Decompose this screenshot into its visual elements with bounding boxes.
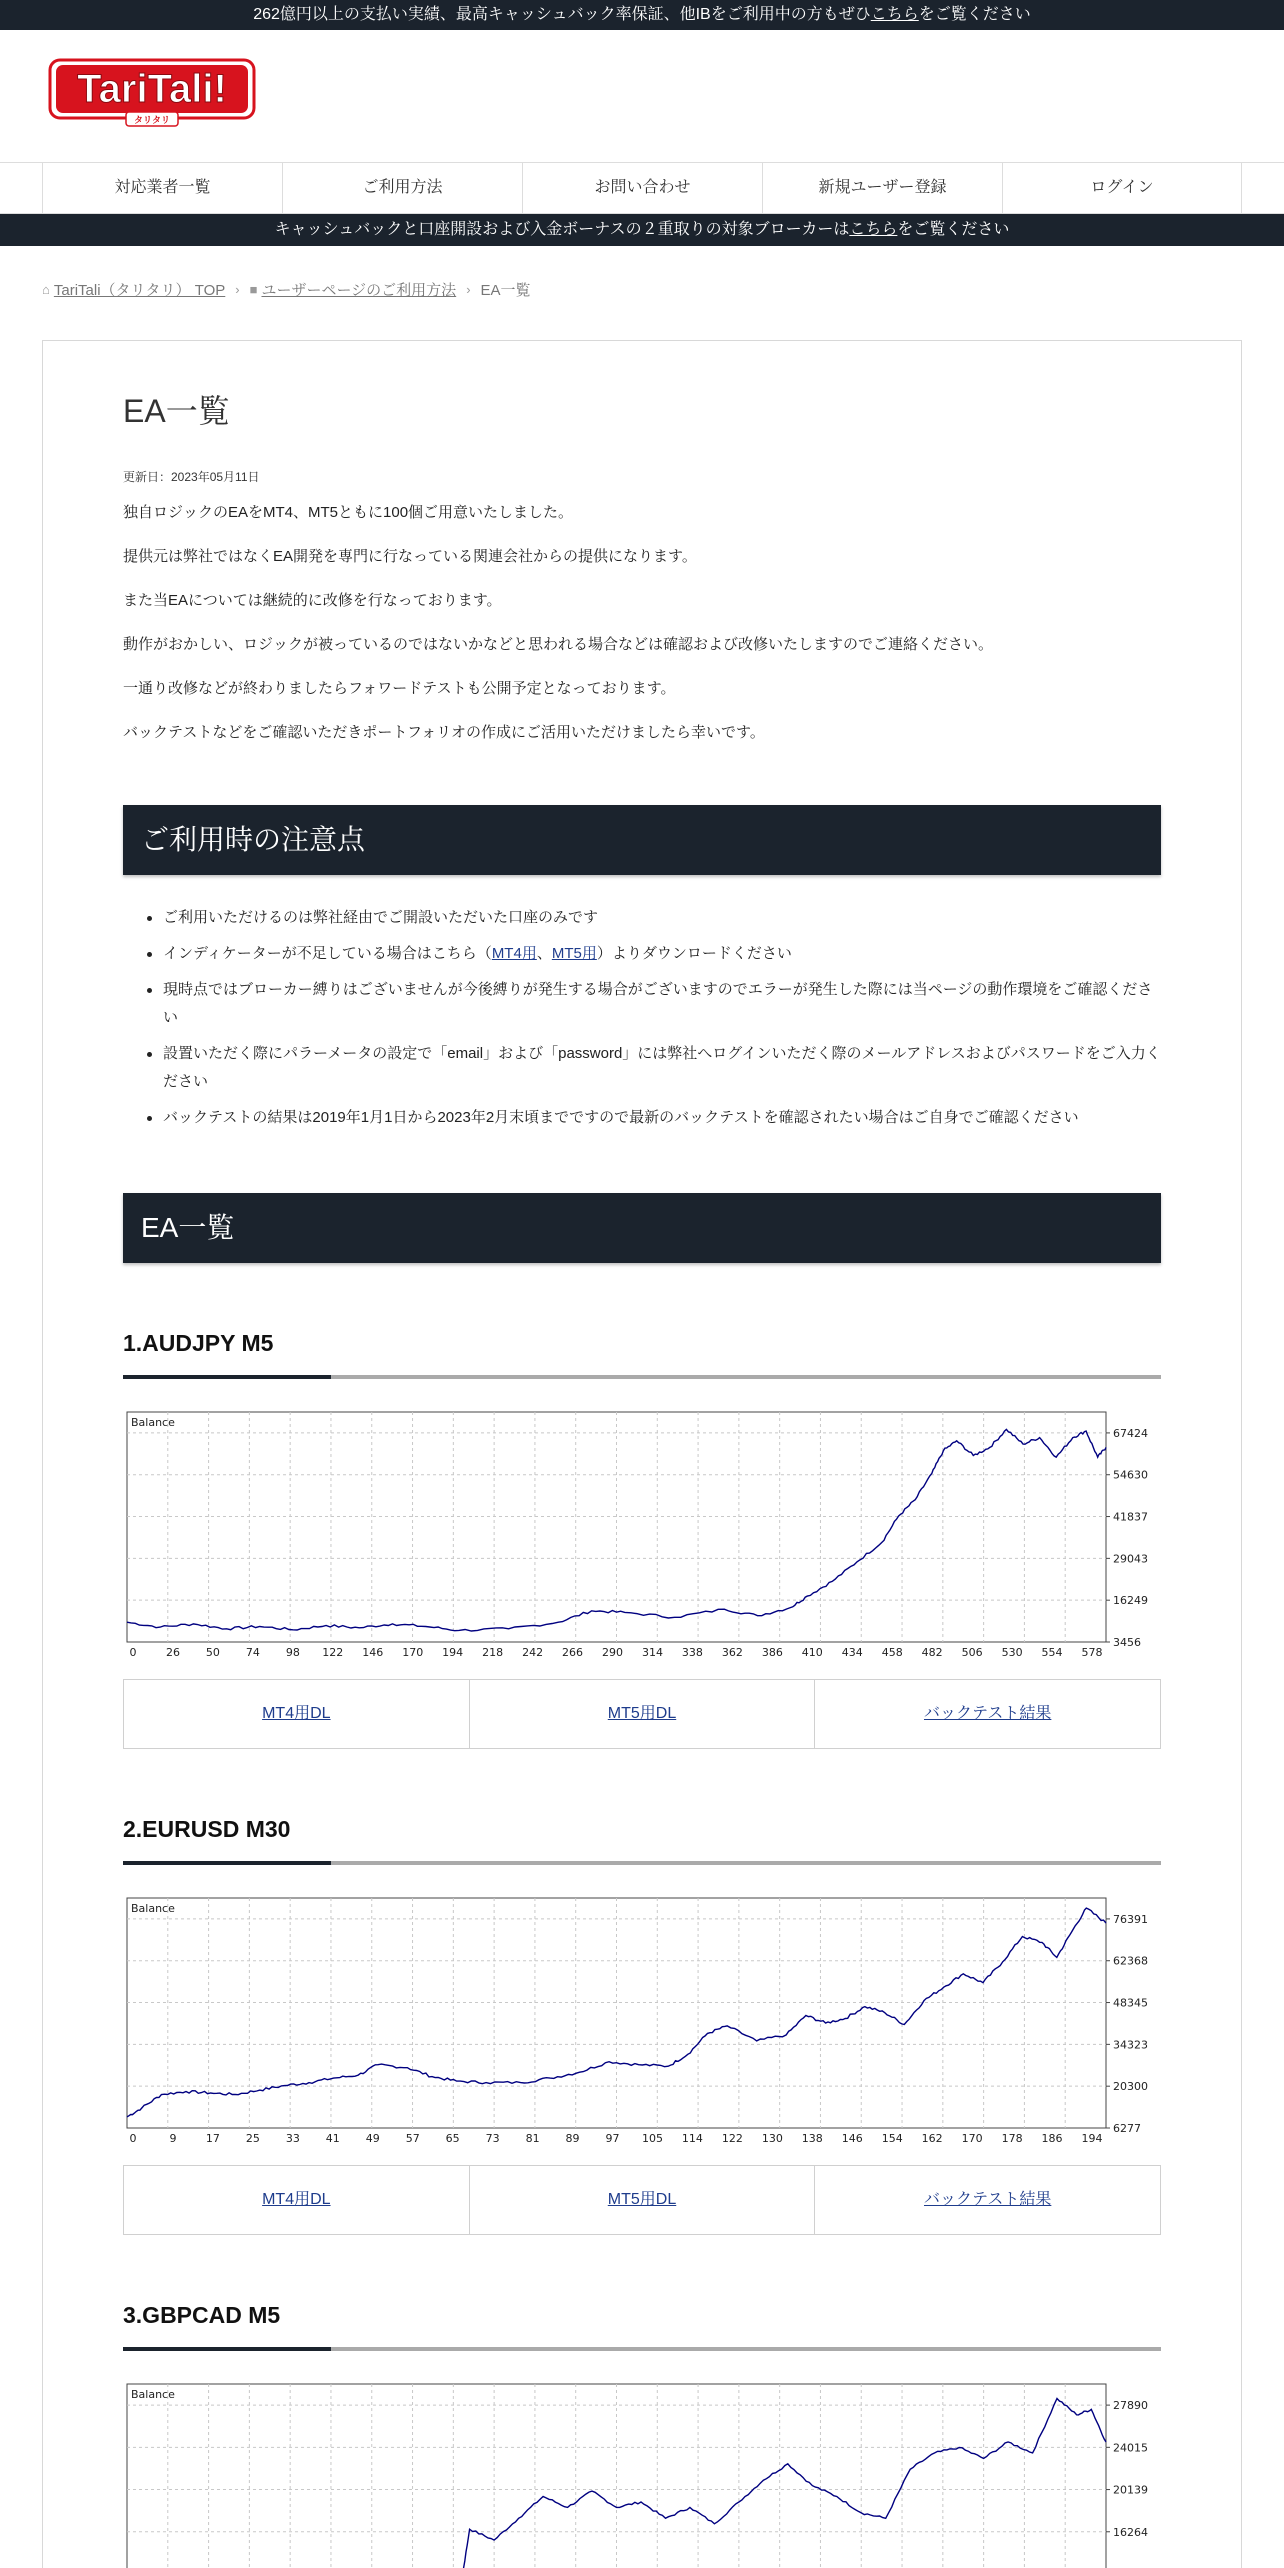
chart-x-tick-label: 578 — [1081, 1646, 1103, 1659]
chevron-right-icon: › — [235, 281, 240, 297]
ea-title-1: 1.AUDJPY M5 — [123, 1330, 274, 1356]
intro-paragraph: また当EAについては継続的に改修を行なっております。 — [123, 592, 502, 609]
chart-x-tick-label: 194 — [442, 1646, 464, 1659]
download-cell — [815, 1680, 1160, 1748]
chart-x-tick-label: 146 — [362, 1646, 384, 1659]
note-item — [163, 940, 1163, 968]
chart-x-tick-label: 194 — [1081, 2132, 1103, 2145]
download-cell — [470, 1680, 816, 1748]
mt4-download-link[interactable]: MT4用DL — [262, 1705, 331, 1722]
chart-x-tick-label: 410 — [801, 1646, 823, 1659]
chart-x-tick-label: 154 — [881, 2132, 903, 2145]
notes-heading: ご利用時の注意点 — [123, 805, 1161, 875]
balance-chart-3 — [123, 2382, 1163, 2568]
chart-x-tick-label: 434 — [841, 1646, 863, 1659]
chart-y-tick-label: 29043 — [1113, 1552, 1148, 1566]
chart-x-tick-label: 170 — [402, 1646, 424, 1659]
balance-chart-2 — [123, 1896, 1163, 2152]
chart-y-tick-label: 54630 — [1113, 1468, 1148, 1482]
chart-x-tick-label: 49 — [365, 2132, 380, 2145]
ea-title-3: 3.GBPCAD M5 — [123, 2302, 281, 2328]
ea-title-underline — [123, 1861, 1161, 1865]
chart-y-tick-label: 48345 — [1113, 1996, 1148, 2010]
chart-y-tick-label: 67424 — [1113, 1426, 1148, 1440]
site-logo[interactable] — [48, 58, 258, 128]
chart-x-tick-label: 25 — [245, 2132, 260, 2145]
top-announcement-bar — [0, 0, 1284, 30]
indicator-mt5-link[interactable]: MT5用 — [551, 945, 597, 962]
page-title: EA一覧 — [123, 393, 230, 429]
breadcrumb-top[interactable]: TariTali（タリタリ） TOP — [53, 281, 226, 299]
chart-x-tick-label: 178 — [1001, 2132, 1023, 2145]
intro-paragraph: 独自ロジックのEAをMT4、MT5ともに100個ご用意いたしました。 — [123, 504, 574, 521]
chart-y-tick-label: 20300 — [1113, 2080, 1148, 2094]
intro-paragraph: 提供元は弊社ではなくEA開発を専門に行なっている関連会社からの提供になります。 — [123, 548, 697, 565]
chart-legend-label: Balance — [131, 1416, 175, 1429]
nav-supported-brokers[interactable]: 対応業者一覧 — [42, 163, 282, 213]
note-item: バックテストの結果は2019年1月1日から2023年2月末頃までですので最新のバックテストを確認されたい場合はご自身でご確認ください — [163, 1104, 1163, 1132]
chart-x-tick-label: 362 — [721, 1646, 743, 1659]
chart-x-tick-label: 50 — [205, 1646, 220, 1659]
logo-subtext: タリタリ — [133, 116, 171, 126]
chart-x-tick-label: 57 — [405, 2132, 420, 2145]
chart-x-tick-label: 458 — [881, 1646, 903, 1659]
ea-list-heading: EA一覧 — [123, 1193, 1161, 1263]
note-item: ご利用いただけるのは弊社経由でご開設いただいた口座のみです — [163, 904, 1163, 932]
chart-x-tick-label: 65 — [445, 2132, 460, 2145]
chart-x-tick-label: 17 — [205, 2132, 220, 2145]
chart-x-tick-label: 218 — [482, 1646, 504, 1659]
chart-legend-label: Balance — [131, 1902, 175, 1915]
download-table-1 — [123, 1679, 1161, 1749]
chart-x-tick-label: 338 — [681, 1646, 703, 1659]
mt4-download-link[interactable]: MT4用DL — [262, 2191, 331, 2208]
chart-y-tick-label: 24015 — [1113, 2441, 1148, 2455]
chart-y-tick-label: 41837 — [1113, 1510, 1148, 1524]
logo-text: TariTali! — [77, 67, 227, 111]
chart-x-tick-label: 114 — [681, 2132, 703, 2145]
chart-x-tick-label: 0 — [129, 2132, 137, 2145]
chart-x-tick-label: 554 — [1041, 1646, 1063, 1659]
download-cell — [815, 2166, 1160, 2234]
home-icon: ⌂ — [42, 281, 50, 297]
chart-x-tick-label: 130 — [761, 2132, 783, 2145]
folder-icon: ■ — [249, 281, 258, 297]
nav-contact[interactable]: お問い合わせ — [522, 163, 762, 213]
chart-x-tick-label: 0 — [129, 1646, 137, 1659]
ea-title-2: 2.EURUSD M30 — [123, 1816, 291, 1842]
breadcrumb-current: EA一覧 — [480, 281, 531, 299]
note-text: ）よりダウンロードください — [596, 945, 792, 962]
ea-title-underline — [123, 2347, 1161, 2351]
indicator-mt4-link[interactable]: MT4用 — [491, 945, 537, 962]
chart-y-tick-label: 27890 — [1113, 2399, 1148, 2413]
sub-announcement-text-after: をご覧ください — [897, 221, 1010, 238]
backtest-result-link[interactable]: バックテスト結果 — [923, 1705, 1052, 1722]
breadcrumb — [42, 278, 531, 300]
chart-x-tick-label: 41 — [325, 2132, 340, 2145]
chart-y-tick-label: 16264 — [1113, 2525, 1148, 2539]
chart-x-tick-label: 73 — [485, 2132, 500, 2145]
backtest-result-link[interactable]: バックテスト結果 — [923, 2191, 1052, 2208]
chart-x-tick-label: 242 — [522, 1646, 544, 1659]
chart-x-tick-label: 89 — [565, 2132, 580, 2145]
chart-x-tick-label: 105 — [641, 2132, 663, 2145]
top-announcement-text-after: をご覧ください — [918, 6, 1031, 23]
note-text: インディケーターが不足している場合はこちら（ — [163, 945, 492, 962]
chart-y-tick-label: 62368 — [1113, 1954, 1148, 1968]
chart-x-tick-label: 530 — [1001, 1646, 1023, 1659]
chart-x-tick-label: 74 — [245, 1646, 260, 1659]
sub-announcement-text: キャッシュバックと口座開設および入金ボーナスの２重取りの対象ブローカーは — [274, 221, 850, 238]
chart-y-tick-label: 20139 — [1113, 2483, 1148, 2497]
note-text: 、 — [536, 945, 552, 962]
chart-y-tick-label: 76391 — [1113, 1912, 1148, 1926]
chart-x-tick-label: 81 — [525, 2132, 540, 2145]
top-announcement-link[interactable]: こちら — [870, 6, 919, 23]
chart-x-tick-label: 290 — [602, 1646, 623, 1659]
intro-paragraph: バックテストなどをご確認いただきポートフォリオの作成にご活用いただけましたら幸いです。 — [123, 724, 765, 741]
breadcrumb-user-guide[interactable]: ユーザーページのご利用方法 — [261, 281, 457, 299]
chart-y-tick-label: 34323 — [1113, 2038, 1148, 2052]
ea-title-underline — [123, 1375, 1161, 1379]
chart-x-tick-label: 186 — [1041, 2132, 1063, 2145]
mt5-download-link[interactable]: MT5用DL — [607, 1705, 677, 1722]
main-navigation — [0, 162, 1284, 214]
chart-x-tick-label: 138 — [801, 2132, 823, 2145]
chart-x-tick-label: 26 — [165, 1646, 180, 1659]
chart-x-tick-label: 9 — [169, 2132, 177, 2145]
chart-x-tick-label: 122 — [322, 1646, 344, 1659]
note-item: 現時点ではブローカー縛りはございませんが今後縛りが発生する場合がございますのでエラーが発生した際には当ページの動作環境をご確認ください — [163, 976, 1163, 1032]
chart-x-tick-label: 170 — [961, 2132, 983, 2145]
updated-date: 更新日：2023年05月11日 — [123, 470, 260, 484]
chart-x-tick-label: 97 — [605, 2132, 620, 2145]
nav-register[interactable]: 新規ユーザー登録 — [762, 163, 1002, 213]
chart-y-tick-label: 6277 — [1113, 2122, 1141, 2135]
chart-x-tick-label: 162 — [921, 2132, 943, 2145]
intro-paragraph: 動作がおかしい、ロジックが被っているのではないかなどと思われる場合などは確認および改修いたしますのでご連絡ください。 — [123, 636, 994, 653]
nav-login[interactable]: ログイン — [1002, 163, 1242, 213]
chart-x-tick-label: 122 — [721, 2132, 743, 2145]
chart-y-tick-label: 3456 — [1113, 1636, 1141, 1649]
intro-paragraph: 一通り改修などが終わりましたらフォワードテストも公開予定となっております。 — [123, 680, 676, 697]
mt5-download-link[interactable]: MT5用DL — [607, 2191, 677, 2208]
chart-x-tick-label: 98 — [285, 1646, 300, 1659]
balance-chart-1 — [123, 1410, 1163, 1666]
nav-how-to-use[interactable]: ご利用方法 — [282, 163, 522, 213]
chart-x-tick-label: 386 — [761, 1646, 783, 1659]
chart-x-tick-label: 314 — [641, 1646, 663, 1659]
download-cell — [470, 2166, 816, 2234]
chart-x-tick-label: 506 — [961, 1646, 983, 1659]
chart-x-tick-label: 33 — [285, 2132, 300, 2145]
chart-legend-label: Balance — [131, 2388, 175, 2401]
download-cell — [124, 2166, 470, 2234]
logo-image — [48, 58, 258, 128]
sub-announcement-link[interactable]: こちら — [849, 221, 898, 238]
chart-x-tick-label: 146 — [841, 2132, 863, 2145]
chart-x-tick-label: 482 — [921, 1646, 943, 1659]
chevron-right-icon: › — [466, 281, 471, 297]
top-announcement-text: 262億円以上の支払い実績、最高キャッシュバック率保証、他IBをご利用中の方もぜひ — [253, 6, 871, 23]
download-table-2 — [123, 2165, 1161, 2235]
note-item: 設置いただく際にパラーメータの設定で「email」および「password」には弊社へログインいただく際のメールアドレスおよびパスワードをご入力ください — [163, 1040, 1163, 1096]
download-cell — [124, 1680, 470, 1748]
chart-x-tick-label: 266 — [562, 1646, 584, 1659]
sub-announcement-bar — [0, 214, 1284, 246]
chart-y-tick-label: 16249 — [1113, 1594, 1148, 1608]
